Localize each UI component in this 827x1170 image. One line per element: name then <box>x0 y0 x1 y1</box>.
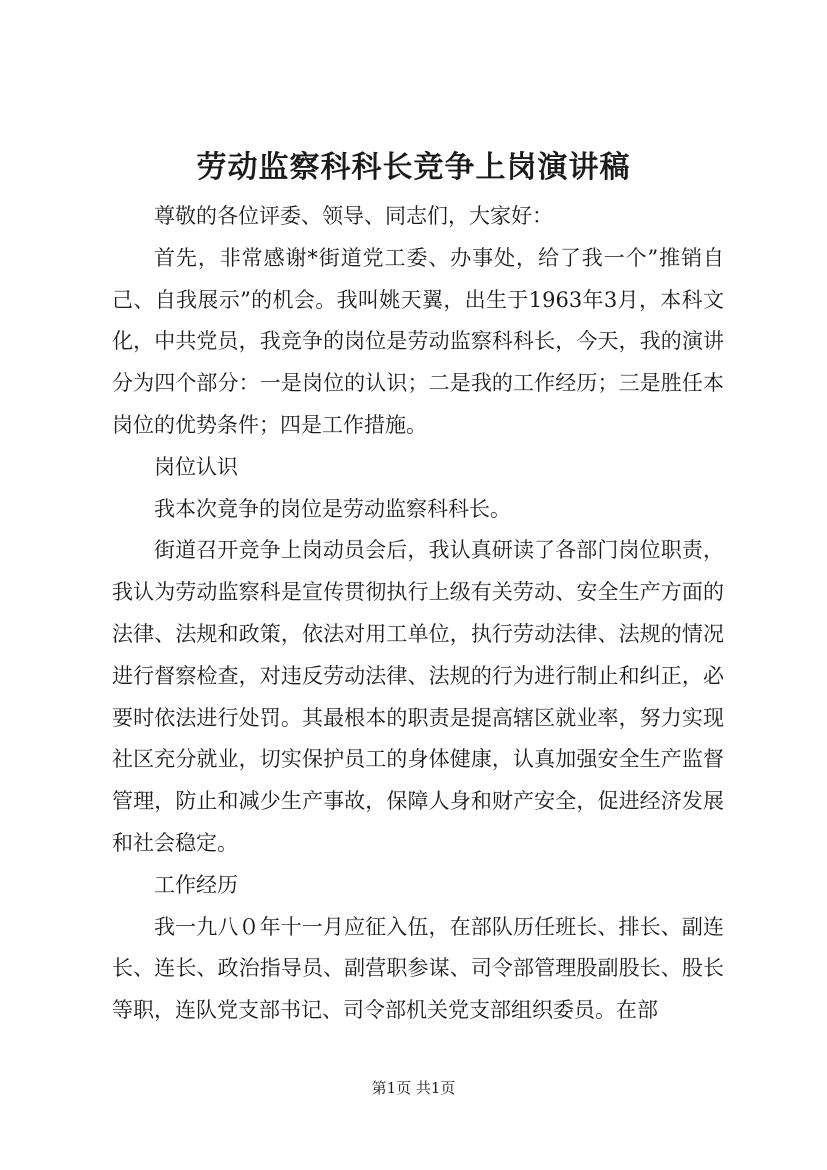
salutation-paragraph: 尊敬的各位评委、领导、同志们，大家好： <box>154 204 553 228</box>
section-heading-experience: 工作经历 <box>154 872 238 897</box>
section-heading-position: 岗位认识 <box>154 454 238 479</box>
duties-paragraph: 街道召开竞争上岗动员会后，我认真研读了各部门岗位职责，我认为劳动监察科是宣传贯彻执行上级有关劳动、安全生产方面的法律、法规和政策，依法对用工单位，执行劳动法律、法规的情况进行督察检查，对违反劳动法律、法规的行为进行制止和纠正，必要时依法进行处罚。其最根本的职责是提高辖区就业率，努力实现社区充分就业，切实保护员工的身体健康，认真加强安全生产监督管理，防止和减少生产事故，保障人身和财产安全，促进经济发展和社会稳定。 <box>112 538 724 855</box>
experience-paragraph: 我一九八０年十一月应征入伍，在部队历任班长、排长、副连长、连长、政治指导员、副营职参谋、司令部管理股副股长、股长等职，连队党支部书记、司令部机关党支部组织委员。在部 <box>112 914 724 1023</box>
position-paragraph: 我本次竟争的岗位是劳动监察科科长。 <box>154 496 511 521</box>
document-body <box>112 196 724 1032</box>
page-footer: 第1页 共1页 <box>371 1079 456 1097</box>
document-title: 劳动监察科科长竞争上岗演讲稿 <box>196 150 631 185</box>
intro-paragraph: 首先，非常感谢*街道党工委、办事处，给了我一个”推销自己、自我展示”的机会。我叫姚天翼，出生于1963年3月，本科文化，中共党员，我竞争的岗位是劳动监察科科长，今天，我的演讲分为四个部分：一是岗位的认识；二是我的工作经历；三是胜任本岗位的优势条件；四是工作措施。 <box>112 245 724 437</box>
